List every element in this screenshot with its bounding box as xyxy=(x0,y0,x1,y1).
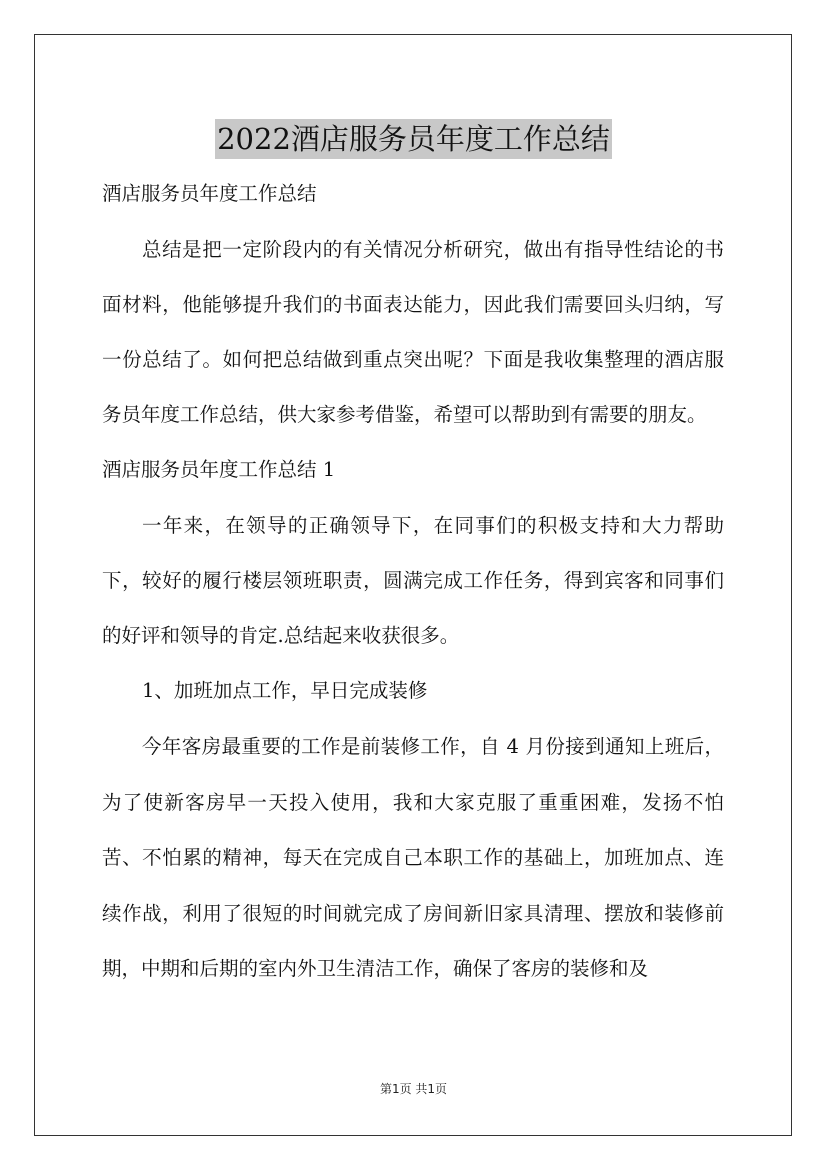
body-paragraph: 一年来，在领导的正确领导下，在同事们的积极支持和大力帮助下，较好的履行楼层领班职责，圆满完成工作任务，得到宾客和同事们的好评和领导的肯定.总结起来收获很多。 xyxy=(102,514,724,647)
numbered-item: 1、加班加点工作，早日完成装修 xyxy=(142,679,428,702)
section-heading: 酒店服务员年度工作总结 xyxy=(102,182,317,205)
intro-paragraph: 总结是把一定阶段内的有关情况分析研究，做出有指导性结论的书面材料，他能够提升我们的书面表达能力，因此我们需要回头归纳，写一份总结了。如何把总结做到重点突出呢？下面是我收集整理的酒店服务员年度工作总结，供大家参考借鉴，希望可以帮助到有需要的朋友。 xyxy=(102,238,724,426)
subsection-heading: 酒店服务员年度工作总结 1 xyxy=(102,458,336,481)
document-title: 2022酒店服务员年度工作总结 xyxy=(215,119,612,159)
page-footer: 第1页 共1页 xyxy=(379,1082,448,1096)
body-paragraph-continued: 今年客房最重要的工作是前装修工作，自 4 月份接到通知上班后，为了使新客房早一天投入使用，我和大家克服了重重困难，发扬不怕苦、不怕累的精神，每天在完成自己本职工作的基础上，加班加点、连续作战，利用了很短的时间就完成了房间新旧家具清理、摆放和装修前期，中期和后期的室内外卫生清洁工作，确保了客房的装修和及 xyxy=(102,735,724,980)
document-body xyxy=(102,166,724,997)
